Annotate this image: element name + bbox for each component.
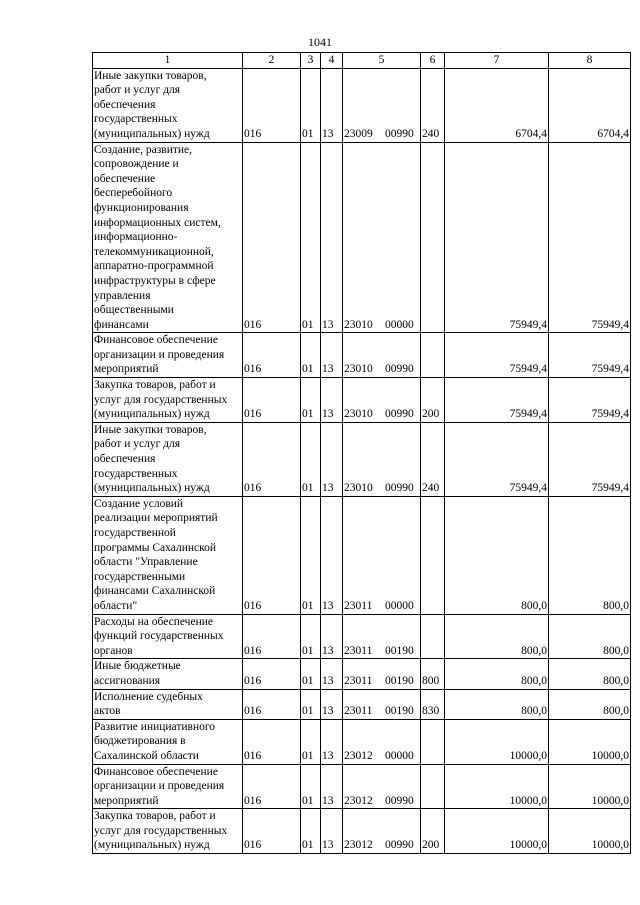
item-name-line: программы Сахалинской [94, 541, 217, 554]
item-name-cell [93, 378, 243, 423]
item-name-cell [93, 496, 243, 614]
table-row [93, 142, 631, 333]
item-name-line: государственных [94, 113, 178, 126]
amount-col8-cell: 10000,0 [549, 719, 631, 764]
direction-code: 00990 [385, 794, 414, 807]
expense-type-cell [421, 764, 445, 809]
item-name-cell [93, 719, 243, 764]
program-code: 23011 [344, 705, 373, 718]
item-name-cell [93, 764, 243, 809]
amount-col7-cell: 800,0 [445, 496, 549, 614]
item-name-line: бесперебойного [94, 187, 173, 200]
item-name-line: сопровождение и [94, 158, 179, 171]
budget-table [92, 52, 631, 854]
item-name-line: Иные закупки товаров, [94, 423, 207, 436]
amount-col8-cell: 800,0 [549, 659, 631, 689]
target-article-cell [343, 142, 421, 333]
table-row [93, 496, 631, 614]
item-name-line: области "Управление [94, 556, 198, 569]
item-name-line: (муниципальных) нужд [94, 408, 210, 421]
target-article-cell [343, 659, 421, 689]
section-code-cell: 01 [301, 719, 321, 764]
expense-type-cell: 830 [421, 689, 445, 719]
item-name-cell [93, 809, 243, 854]
header-cell: 1 [93, 53, 243, 69]
subsection-code-cell: 13 [321, 422, 343, 496]
item-name-line: услуг для государственных [94, 393, 228, 406]
item-name-line: Расходы на обеспечение [94, 615, 213, 628]
expense-type-cell [421, 614, 445, 659]
item-name-line: Иные закупки товаров, [94, 69, 207, 82]
item-name-line: финансами [94, 318, 149, 331]
item-name-line: государственными [94, 570, 186, 583]
item-name-line: Исполнение судебных [94, 690, 203, 703]
item-name-line: аппаратно-программной [94, 260, 214, 273]
header-row [93, 53, 631, 69]
direction-code: 00990 [385, 127, 414, 140]
item-name-cell [93, 68, 243, 142]
amount-col8-cell: 75949,4 [549, 378, 631, 423]
table-row [93, 68, 631, 142]
expense-type-cell: 200 [421, 378, 445, 423]
amount-col7-cell: 75949,4 [445, 142, 549, 333]
amount-col8-cell: 75949,4 [549, 422, 631, 496]
target-article-cell [343, 333, 421, 378]
section-code-cell: 01 [301, 378, 321, 423]
item-name-cell [93, 614, 243, 659]
direction-code: 00190 [385, 674, 414, 687]
table-row [93, 689, 631, 719]
item-name-line: Сахалинской области [94, 749, 199, 762]
program-code: 23010 [344, 363, 373, 376]
header-cell: 6 [421, 53, 445, 69]
subsection-code-cell: 13 [321, 809, 343, 854]
amount-col8-cell: 800,0 [549, 496, 631, 614]
amount-col7-cell: 75949,4 [445, 378, 549, 423]
item-name-line: работ и услуг для [94, 84, 181, 97]
target-article-cell [343, 809, 421, 854]
section-code-cell: 01 [301, 422, 321, 496]
subsection-code-cell: 13 [321, 689, 343, 719]
item-name-line: организации и проведения [94, 348, 225, 361]
target-article-cell [343, 614, 421, 659]
ministry-code-cell: 016 [243, 689, 301, 719]
table-row [93, 659, 631, 689]
expense-type-cell [421, 496, 445, 614]
item-name-line: Иные бюджетные [94, 660, 181, 673]
amount-col7-cell: 75949,4 [445, 422, 549, 496]
amount-col8-cell: 10000,0 [549, 809, 631, 854]
direction-code: 00990 [385, 482, 414, 495]
amount-col7-cell: 800,0 [445, 689, 549, 719]
program-code: 23012 [344, 749, 373, 762]
item-name-line: функций государственных [94, 630, 224, 643]
item-name-line: финансами Сахалинской [94, 585, 216, 598]
item-name-cell [93, 142, 243, 333]
section-code-cell: 01 [301, 809, 321, 854]
expense-type-cell [421, 142, 445, 333]
item-name-cell [93, 689, 243, 719]
ministry-code-cell: 016 [243, 496, 301, 614]
program-code: 23012 [344, 839, 373, 852]
subsection-code-cell: 13 [321, 142, 343, 333]
table-row [93, 422, 631, 496]
program-code: 23010 [344, 482, 373, 495]
item-name-line: услуг для государственных [94, 824, 228, 837]
target-article-cell [343, 719, 421, 764]
direction-code: 00990 [385, 408, 414, 421]
program-code: 23011 [344, 674, 373, 687]
amount-col8-cell: 75949,4 [549, 333, 631, 378]
ministry-code-cell: 016 [243, 68, 301, 142]
table-row [93, 378, 631, 423]
amount-col8-cell: 800,0 [549, 689, 631, 719]
section-code-cell: 01 [301, 496, 321, 614]
header-cell: 8 [549, 53, 631, 69]
section-code-cell: 01 [301, 614, 321, 659]
program-code: 23011 [344, 644, 373, 657]
target-article-cell [343, 689, 421, 719]
item-name-line: государственной [94, 527, 176, 539]
amount-col8-cell: 75949,4 [549, 142, 631, 333]
section-code-cell: 01 [301, 659, 321, 689]
target-article-cell [343, 764, 421, 809]
expense-type-cell [421, 719, 445, 764]
header-cell: 4 [321, 53, 343, 69]
target-article-cell [343, 422, 421, 496]
item-name-cell [93, 659, 243, 689]
item-name-line: мероприятий [94, 794, 159, 807]
item-name-line: органов [94, 644, 133, 657]
direction-code: 00190 [385, 705, 414, 718]
page-number: 1041 [308, 35, 332, 49]
item-name-line: Создание условий [94, 497, 184, 510]
target-article-cell [343, 68, 421, 142]
item-name-line: организации и проведения [94, 780, 225, 793]
ministry-code-cell: 016 [243, 333, 301, 378]
expense-type-cell [421, 333, 445, 378]
item-name-line: Развитие инициативного [94, 720, 216, 733]
ministry-code-cell: 016 [243, 378, 301, 423]
amount-col7-cell: 10000,0 [445, 719, 549, 764]
item-name-line: телекоммуникационной, [94, 245, 214, 258]
subsection-code-cell: 13 [321, 614, 343, 659]
amount-col7-cell: 6704,4 [445, 68, 549, 142]
item-name-line: информационно- [94, 231, 178, 244]
expense-type-cell: 240 [421, 68, 445, 142]
amount-col7-cell: 75949,4 [445, 333, 549, 378]
direction-code: 00990 [385, 839, 414, 852]
item-name-line: Закупка товаров, работ и [94, 379, 216, 392]
amount-col8-cell: 800,0 [549, 614, 631, 659]
amount-col7-cell: 800,0 [445, 614, 549, 659]
item-name-line: Финансовое обеспечение [94, 765, 218, 778]
program-code: 23011 [344, 599, 373, 612]
item-name-line: информационных систем, [94, 216, 221, 229]
header-cell: 7 [445, 53, 549, 69]
item-name-line: работ и услуг для [94, 438, 181, 451]
item-name-line: мероприятий [94, 363, 159, 376]
subsection-code-cell: 13 [321, 659, 343, 689]
subsection-code-cell: 13 [321, 764, 343, 809]
subsection-code-cell: 13 [321, 333, 343, 378]
direction-code: 00000 [385, 599, 414, 612]
item-name-line: Финансовое обеспечение [94, 334, 218, 347]
item-name-line: инфраструктуры в сфере [94, 274, 216, 287]
program-code: 23010 [344, 318, 373, 331]
ministry-code-cell: 016 [243, 142, 301, 333]
item-name-line: (муниципальных) нужд [94, 482, 210, 495]
item-name-line: Создание, развитие, [94, 143, 193, 156]
section-code-cell: 01 [301, 689, 321, 719]
ministry-code-cell: 016 [243, 719, 301, 764]
amount-col8-cell: 10000,0 [549, 764, 631, 809]
header-cell: 2 [243, 53, 301, 69]
item-name-line: области" [94, 599, 138, 612]
program-code: 23012 [344, 794, 373, 807]
item-name-cell [93, 333, 243, 378]
amount-col7-cell: 10000,0 [445, 809, 549, 854]
section-code-cell: 01 [301, 333, 321, 378]
expense-type-cell: 200 [421, 809, 445, 854]
program-code: 23010 [344, 408, 373, 421]
subsection-code-cell: 13 [321, 496, 343, 614]
target-article-cell [343, 378, 421, 423]
ministry-code-cell: 016 [243, 614, 301, 659]
header-cell: 5 [343, 53, 421, 69]
item-name-line: (муниципальных) нужд [94, 127, 210, 140]
target-article-cell [343, 496, 421, 614]
direction-code: 00000 [385, 749, 414, 762]
item-name-line: функционирования [94, 201, 189, 214]
item-name-line: обеспечения [94, 98, 156, 111]
ministry-code-cell: 016 [243, 422, 301, 496]
subsection-code-cell: 13 [321, 378, 343, 423]
item-name-line: управления [94, 289, 151, 302]
table-row [93, 333, 631, 378]
subsection-code-cell: 13 [321, 719, 343, 764]
table-row [93, 764, 631, 809]
table-row [93, 809, 631, 854]
item-name-cell [93, 422, 243, 496]
item-name-line: государственных [94, 467, 178, 480]
header-cell: 3 [301, 53, 321, 69]
item-name-line: Закупка товаров, работ и [94, 810, 216, 823]
ministry-code-cell: 016 [243, 809, 301, 854]
amount-col7-cell: 10000,0 [445, 764, 549, 809]
item-name-line: бюджетирования в [94, 735, 186, 748]
ministry-code-cell: 016 [243, 764, 301, 809]
section-code-cell: 01 [301, 764, 321, 809]
direction-code: 00190 [385, 644, 414, 657]
item-name-line: (муниципальных) нужд [94, 839, 210, 852]
item-name-line: ассигнования [94, 674, 161, 687]
amount-col7-cell: 800,0 [445, 659, 549, 689]
expense-type-cell: 800 [421, 659, 445, 689]
direction-code: 00000 [385, 318, 414, 331]
item-name-line: обеспечение [94, 172, 156, 185]
amount-col8-cell: 6704,4 [549, 68, 631, 142]
subsection-code-cell: 13 [321, 68, 343, 142]
program-code: 23009 [344, 127, 373, 140]
item-name-line: обеспечения [94, 453, 156, 466]
section-code-cell: 01 [301, 68, 321, 142]
expense-type-cell: 240 [421, 422, 445, 496]
item-name-line: реализации мероприятий [94, 512, 218, 525]
item-name-line: актов [94, 705, 121, 718]
section-code-cell: 01 [301, 142, 321, 333]
direction-code: 00990 [385, 363, 414, 376]
table-row [93, 719, 631, 764]
table-row [93, 614, 631, 659]
ministry-code-cell: 016 [243, 659, 301, 689]
item-name-line: общественными [94, 304, 174, 317]
